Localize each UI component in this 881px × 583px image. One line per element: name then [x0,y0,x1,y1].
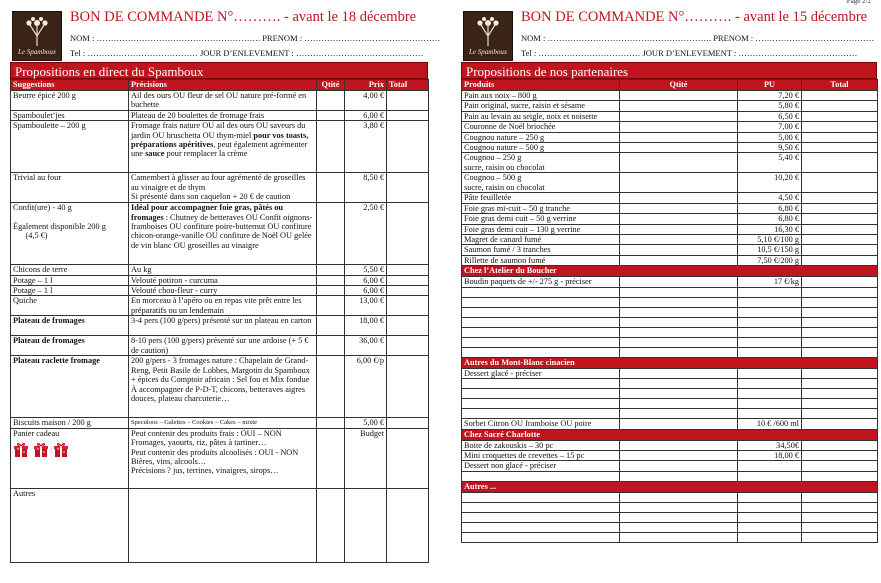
total-cell[interactable] [802,502,878,512]
table-row [462,492,878,502]
total-cell[interactable] [802,317,878,327]
total-cell[interactable] [802,143,878,153]
table-row: Mini croquettes de crevettes – 15 pc 18,00 € [462,450,878,460]
total-cell[interactable] [387,296,429,316]
table-row: Saumon fumé / 3 tranches 10,5 €/150 g [462,245,878,255]
order-form-right [461,0,877,543]
col-suggestions: Suggestions [11,80,129,91]
table-row: Cougnou – 250 g sucre, raisin ou chocolat 5,40 € [462,153,878,173]
table-row: Boudin paquets de +/- 275 g - préciser 17 €/kg [462,277,878,287]
table-row: Rillette de saumon fumé 7,50 €/200 g [462,255,878,265]
section-header: Chez l’Atelier du Boucher [462,266,878,277]
total-cell[interactable] [387,121,429,173]
total-cell[interactable] [802,91,878,101]
total-cell[interactable] [802,379,878,389]
qty-cell[interactable] [620,461,738,471]
total-cell[interactable] [802,122,878,132]
col-qty: Qtité [620,80,738,91]
qty-cell[interactable] [620,193,738,203]
table-row: Biscuits maison / 200 g Speculoos – Galettes – Cookies – Cakes – mixte 5,00 € [11,418,429,428]
qty-cell[interactable] [620,277,738,287]
table-row: Quiche En morceau à l’apéro ou en repas vite prêt entre les préparatifs ou un lendemain 13,00 € [11,296,429,316]
col-products: Produits [462,80,620,91]
table-row: Chicons de terre Au kg 5,50 € [11,265,429,275]
table-row [462,409,878,419]
qty-cell[interactable] [317,91,345,111]
table-row: Spamboulette – 200 g Fromage frais nature OU ail des ours OU saveurs du jardin OU bruschetta OU thym-miel pour vos toasts, préparations apéritives, peut également agrémenter une sauce pour remplacer la crème 3,80 € [11,121,429,173]
table-row: Boite de zakouskis – 30 pc 34,50€ [462,440,878,450]
gift-icon [13,442,29,458]
qty-cell[interactable] [317,203,345,265]
table-row: Beurre épicé 200 g Ail des ours OU fleur de sel OU nature pré-formé en buchette 4,00 € [11,91,429,111]
total-cell[interactable] [387,286,429,296]
qty-cell[interactable] [317,110,345,120]
qty-cell[interactable] [620,122,738,132]
gift-icon [33,442,49,458]
total-cell[interactable] [387,91,429,111]
table-row: Cougnou nature – 500 g 9,50 € [462,143,878,153]
table-row [462,532,878,542]
total-cell[interactable] [387,173,429,203]
qty-cell[interactable] [620,143,738,153]
table-row: Cougnou nature – 250 g 5,00 € [462,132,878,142]
total-cell[interactable] [802,287,878,297]
total-cell[interactable] [802,347,878,357]
spamboux-logo [463,11,513,61]
qty-cell[interactable] [317,418,345,428]
table-row [462,512,878,522]
form-title: BON DE COMMANDE N°………. - avant le 18 décembre [70,9,417,25]
table-row: Dessert glacé - préciser [462,368,878,378]
qty-cell[interactable] [620,245,738,255]
name-line[interactable]: NOM : …………………………………………………. PRENOM : ………………………………………… [70,33,441,43]
total-cell[interactable] [802,214,878,224]
table-row [462,389,878,399]
table-row [462,287,878,297]
partners-table [461,79,878,543]
qty-cell[interactable] [317,275,345,285]
qty-cell[interactable] [620,450,738,460]
logo-text: Le Spamboux [469,48,507,56]
col-total: Total [802,80,878,91]
table-row [462,347,878,357]
table-row: Foie gras demi cuit – 130 g verrine 16,30 € [462,224,878,234]
total-cell[interactable] [387,418,429,428]
qty-cell[interactable] [620,91,738,101]
table-row: Panier cadeau Peut contenir des produits frais : OUI – NON Fromages, yaourts, riz, pâtes à tartiner… Peut contenir des produits alcoolisés : OUI - NON Bières, vins, alcools… Précisions ? jus, terrines, vinaigres, sirops… Budget [11,428,429,488]
qty-cell[interactable] [620,409,738,419]
qty-cell[interactable] [620,532,738,542]
col-unit-price: PU [738,80,802,91]
total-cell[interactable] [802,389,878,399]
qty-cell[interactable] [620,224,738,234]
qty-cell[interactable] [620,399,738,409]
table-row: Pain aux noix – 800 g 7,20 € [462,91,878,101]
total-cell[interactable] [802,419,878,429]
total-cell[interactable] [802,399,878,409]
flower-icon [13,12,61,52]
total-cell[interactable] [802,203,878,213]
table-row: Magret de canard fumé 5,10 €/100 g [462,235,878,245]
qty-cell[interactable] [317,296,345,316]
name-line[interactable]: NOM : …………………………………………………. PRENOM : …………………………………… [521,33,875,43]
table-row: Pâte feuilletée 4,50 € [462,193,878,203]
total-cell[interactable] [802,461,878,471]
table-row [462,522,878,532]
total-cell[interactable] [802,327,878,337]
qty-cell[interactable] [317,173,345,203]
total-cell[interactable] [802,440,878,450]
total-cell[interactable] [387,316,429,336]
qty-cell[interactable] [620,173,738,193]
qty-cell[interactable] [620,101,738,111]
total-cell[interactable] [387,275,429,285]
total-cell[interactable] [387,356,429,418]
qty-cell[interactable] [620,203,738,213]
qty-cell[interactable] [620,471,738,481]
table-row [462,337,878,347]
page-number: Page 2/2 [846,0,871,5]
total-cell[interactable] [802,297,878,307]
order-table [10,79,429,563]
qty-cell[interactable] [317,356,345,418]
total-cell[interactable] [387,336,429,356]
total-cell[interactable] [387,488,429,562]
total-cell[interactable] [802,337,878,347]
total-cell[interactable] [802,368,878,378]
qty-cell[interactable] [317,336,345,356]
total-cell[interactable] [802,255,878,265]
qty-cell[interactable] [317,316,345,336]
table-row: Dessert non glacé - préciser [462,461,878,471]
table-row: Autres [11,488,429,562]
qty-cell[interactable] [620,440,738,450]
table-row [462,327,878,337]
table-row [462,317,878,327]
total-cell[interactable] [802,450,878,460]
qty-cell[interactable] [620,287,738,297]
flower-icon [464,12,512,52]
table-row: Confit(ure) - 40 g Également disponible 200 g (4,5 €) Idéal pour accompagner foie gras, pâtés ou fromages : Chutney de betteraves OU Confit oignons-framboises OU confiture poire-butternut OU confiture chicon-orange-vanille OU confiture de Noël OU gelée de vin blanc OU groseilles au vinaigre 2,50 € [11,203,429,265]
total-cell[interactable] [802,409,878,419]
qty-cell[interactable] [620,492,738,502]
qty-cell[interactable] [620,327,738,337]
total-cell[interactable] [802,173,878,193]
total-cell[interactable] [387,265,429,275]
total-cell[interactable] [802,153,878,173]
qty-cell[interactable] [620,337,738,347]
qty-cell[interactable] [620,111,738,121]
qty-cell[interactable] [620,368,738,378]
total-cell[interactable] [802,532,878,542]
table-row [462,379,878,389]
table-row: Foie gras demi cuit – 50 g verrine 6,80 € [462,214,878,224]
table-row [462,297,878,307]
other-notes[interactable] [129,488,317,562]
total-cell[interactable] [802,224,878,234]
contact-line[interactable]: Tel : ………………………………… JOUR D’ENLEVEMENT : ……………………………………… [70,48,424,58]
table-row: Couronne de Noël briochée 7,00 € [462,122,878,132]
section-header: Autres du Mont-Blanc cinacien [462,357,878,368]
header [10,0,441,62]
total-cell[interactable] [802,492,878,502]
qty-cell[interactable] [620,317,738,327]
spamboux-logo [12,11,62,61]
gift-icon [53,442,69,458]
total-cell[interactable] [802,307,878,317]
total-cell[interactable] [802,245,878,255]
col-total: Total [387,80,429,91]
order-form-left [10,0,441,563]
logo-text: Le Spamboux [18,48,56,56]
total-cell[interactable] [802,512,878,522]
qty-cell[interactable] [317,265,345,275]
total-cell[interactable] [802,101,878,111]
qty-cell[interactable] [620,522,738,532]
table-row: Sorbet Citron OU framboise OU poire 10 € /600 ml [462,419,878,429]
col-price: Prix [345,80,387,91]
table-row: Potage – 1 l Velouté potiron - curcuma 6,00 € [11,275,429,285]
total-cell[interactable] [802,522,878,532]
qty-cell[interactable] [620,297,738,307]
col-precisions: Précisions [129,80,317,91]
table-row: Plateau de fromages 3-4 pers (100 g/pers) présenté sur un plateau en carton 18,00 € [11,316,429,336]
table-row [462,307,878,317]
qty-cell[interactable] [620,132,738,142]
qty-cell[interactable] [620,235,738,245]
qty-cell[interactable] [620,379,738,389]
table-row: Plateau raclette fromage 200 g/pers - 3 fromages nature : Chapelain de Grand-Reng, Petit Basile de Lobbes, Margotin du Spamboux + épices du Comptoir africain : Sel fou et Mix fondue À accompagner de P-D-T, chicons, betteraves aigres douces, plateau charcuterie… 6,00 €/p [11,356,429,418]
qty-cell[interactable] [620,153,738,173]
table-row: Pain original, sucre, raisin et sésame 5,80 € [462,101,878,111]
table-row [462,399,878,409]
qty-cell[interactable] [620,512,738,522]
qty-cell[interactable] [317,121,345,173]
qty-cell[interactable] [620,389,738,399]
table-row: Spamboulet’jes Plateau de 20 boulettes de fromage frais 6,00 € [11,110,429,120]
total-cell[interactable] [802,132,878,142]
section-header: Autres ... [462,481,878,492]
header [461,0,877,62]
section-banner: Propositions en direct du Spamboux [10,62,428,79]
total-cell[interactable] [387,110,429,120]
qty-cell[interactable] [317,488,345,562]
col-qty: Qtité [317,80,345,91]
table-row: Potage – 1 l Velouté chou-fleur - curry 6,00 € [11,286,429,296]
total-cell[interactable] [802,235,878,245]
table-row [462,502,878,512]
form-title: BON DE COMMANDE N°………. - avant le 15 décembre [521,9,868,25]
total-cell[interactable] [802,193,878,203]
qty-cell[interactable] [620,255,738,265]
qty-cell[interactable] [317,286,345,296]
section-header: Chez Sacré Charlotte [462,429,878,440]
section-banner: Propositions de nos partenaires [461,62,877,79]
qty-cell[interactable] [620,307,738,317]
qty-cell[interactable] [620,502,738,512]
qty-cell[interactable] [317,428,345,488]
table-row: Pain au levain au seigle, noix et noisette 6,50 € [462,111,878,121]
table-row: Plateau de fromages 8-10 pers (100 g/pers) présenté sur une ardoise (+ 5 € de caution) 36,00 € [11,336,429,356]
table-row: Cougnou – 500 g sucre, raisin ou chocolat 10,20 € [462,173,878,193]
qty-cell[interactable] [620,214,738,224]
total-cell[interactable] [387,203,429,265]
table-row: Foie gras mi-cuit – 50 g tranche 6,80 € [462,203,878,213]
qty-cell[interactable] [620,347,738,357]
total-cell[interactable] [802,471,878,481]
table-row: Trivial au four Camembert à glisser au four agrémenté de groseilles au vinaigre et de thym Si présenté dans son caquelon + 20 € de caution 8,50 € [11,173,429,203]
total-cell[interactable] [802,111,878,121]
table-row [462,471,878,481]
contact-line[interactable]: Tel : ……………………………… JOUR D’ENLEVEMENT : …………………………………… [521,48,858,58]
total-cell[interactable] [802,277,878,287]
total-cell[interactable] [387,428,429,488]
qty-cell[interactable] [620,419,738,429]
